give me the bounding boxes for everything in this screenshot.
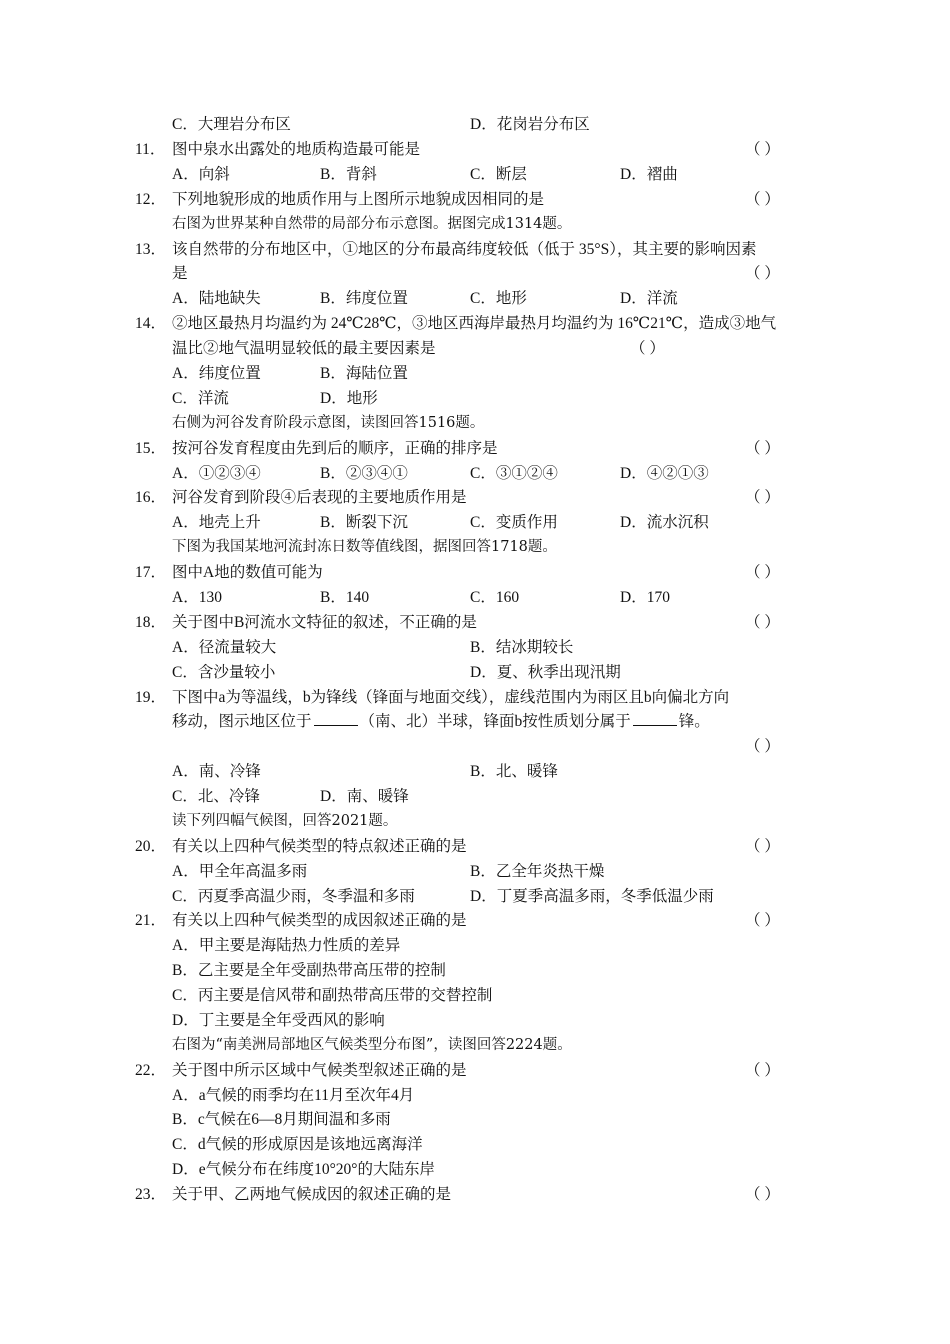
intro-text: 右图为“南美洲局部地区气候类型分布图”，读图回答2224题。 [172, 1037, 572, 1053]
question-line [0, 560, 950, 585]
answer-option: D．e气候分布在纬度10°20°的大陆东岸 [172, 1161, 435, 1178]
answer-option: D．洋流 [620, 290, 678, 307]
question-text: 图中泉水出露处的地质构造最可能是 [172, 141, 421, 158]
question-text: 关于图中B河流水文特征的叙述，不正确的是 [172, 614, 477, 631]
answer-bracket: （ ） [745, 191, 780, 208]
question-text: ②地区最热月均温约为 24℃28℃，③地区西海岸最热月均温约为 16℃21℃，造成③地气 [172, 315, 777, 332]
answer-bracket: （ ） [745, 141, 780, 158]
option-row [0, 983, 950, 1008]
answer-option: B．结冰期较长 [470, 639, 574, 656]
question-number: 20． [135, 838, 167, 855]
question-line [0, 311, 950, 336]
question-text-part: （南、北）半球，锋面b按性质划分属于 [359, 713, 631, 730]
option-row [0, 784, 950, 809]
answer-option: A．地壳上升 [172, 514, 261, 531]
question-number: 11． [135, 141, 166, 158]
question-line [0, 261, 950, 286]
question-line [0, 336, 950, 361]
answer-option: A．①②③④ [172, 465, 261, 482]
question-text: 是 [172, 265, 188, 282]
question-text [172, 709, 710, 734]
question-text: 下图中a为等温线，b为锋线（锋面与地面交线），虚线范围内为雨区且b向偏北方向 [172, 689, 730, 706]
question-text: 下列地貌形成的地质作用与上图所示地貌成因相同的是 [172, 191, 545, 208]
question-line [0, 1182, 950, 1207]
question-line [0, 908, 950, 933]
intro-text: 右侧为河谷发育阶段示意图，读图回答1516题。 [172, 415, 485, 431]
answer-bracket: （ ） [745, 1062, 780, 1079]
answer-option: D．丁主要是全年受西风的影响 [172, 1012, 385, 1029]
answer-option: C．地形 [470, 290, 527, 307]
question-line [0, 187, 950, 212]
answer-option: D．丁夏季高温多雨，冬季低温少雨 [470, 888, 714, 905]
intro-text: 右图为世界某种自然带的局部分布示意图。据图完成1314题。 [172, 216, 572, 232]
answer-option: C．北、冷锋 [172, 788, 260, 805]
answer-option: D．褶曲 [620, 166, 678, 183]
answer-option: C．大理岩分布区 [172, 116, 291, 133]
question-number: 22． [135, 1062, 167, 1079]
question-line [0, 709, 950, 734]
answer-bracket: （ ） [745, 564, 780, 581]
option-row [0, 112, 950, 137]
answer-bracket: （ ） [745, 738, 780, 755]
question-number: 21． [135, 912, 167, 929]
answer-option: C．③①②④ [470, 465, 558, 482]
answer-bracket: （ ） [745, 838, 780, 855]
question-text-part: 移动，图示地区位于 [172, 713, 312, 730]
answer-option: A．向斜 [172, 166, 230, 183]
answer-option: B．乙主要是全年受副热带高压带的控制 [172, 962, 446, 979]
answer-option: B．断裂下沉 [320, 514, 408, 531]
answer-option: B．c气候在6—8月期间温和多雨 [172, 1111, 391, 1128]
answer-option: B．乙全年炎热干燥 [470, 863, 605, 880]
answer-option: D．④②①③ [620, 465, 709, 482]
question-number: 16． [135, 489, 167, 506]
answer-option: A．甲主要是海陆热力性质的差异 [172, 937, 401, 954]
intro-text: 读下列四幅气候图，回答2021题。 [172, 813, 398, 829]
answer-option: C．丙主要是信风带和副热带高压带的交替控制 [172, 987, 493, 1004]
option-row [0, 859, 950, 884]
option-row [0, 958, 950, 983]
option-row [0, 1107, 950, 1132]
question-number: 14． [135, 315, 167, 332]
question-line [0, 834, 950, 859]
answer-blank [314, 709, 358, 726]
question-number: 19． [135, 689, 167, 706]
option-row [0, 660, 950, 685]
question-group-intro [0, 411, 950, 436]
question-number: 13． [135, 241, 167, 258]
question-text: 河谷发育到阶段④后表现的主要地质作用是 [172, 489, 467, 506]
answer-option: C．变质作用 [470, 514, 558, 531]
option-row [0, 361, 950, 386]
question-line [0, 734, 950, 759]
answer-option: C．160 [470, 589, 520, 606]
answer-bracket: （ ） [630, 340, 665, 357]
question-text: 图中A地的数值可能为 [172, 564, 323, 581]
option-row [0, 933, 950, 958]
answer-option: D．170 [620, 589, 670, 606]
answer-option: B．海陆位置 [320, 365, 408, 382]
answer-bracket: （ ） [745, 489, 780, 506]
question-line [0, 1058, 950, 1083]
answer-option: C．断层 [470, 166, 527, 183]
answer-option: C．丙夏季高温少雨，冬季温和多雨 [172, 888, 415, 905]
question-text: 关于甲、乙两地气候成因的叙述正确的是 [172, 1186, 452, 1203]
answer-bracket: （ ） [745, 1186, 780, 1203]
answer-option: A．径流量较大 [172, 639, 277, 656]
question-number: 18． [135, 614, 167, 631]
question-text: 温比②地气温明显较低的最主要因素是 [172, 340, 436, 357]
option-row [0, 510, 950, 535]
answer-option: A．纬度位置 [172, 365, 261, 382]
option-row [0, 759, 950, 784]
answer-option: B．140 [320, 589, 370, 606]
answer-option: B．②③④① [320, 465, 408, 482]
answer-option: B．纬度位置 [320, 290, 408, 307]
question-group-intro [0, 1033, 950, 1058]
question-text-part: 锋。 [678, 713, 710, 730]
question-line [0, 685, 950, 710]
question-number: 23． [135, 1186, 167, 1203]
question-line [0, 485, 950, 510]
option-row [0, 386, 950, 411]
answer-option: A．南、冷锋 [172, 763, 261, 780]
answer-option: D．花岗岩分布区 [470, 116, 590, 133]
answer-option: A．130 [172, 589, 222, 606]
question-text: 关于图中所示区域中气候类型叙述正确的是 [172, 1062, 467, 1079]
option-row [0, 1157, 950, 1182]
answer-bracket: （ ） [745, 440, 780, 457]
answer-option: C．含沙量较小 [172, 664, 276, 681]
question-number: 17． [135, 564, 167, 581]
answer-bracket: （ ） [745, 912, 780, 929]
option-row [0, 635, 950, 660]
question-line [0, 436, 950, 461]
answer-option: D．地形 [320, 390, 378, 407]
option-row [0, 461, 950, 486]
answer-option: D．夏、秋季出现汛期 [470, 664, 621, 681]
answer-bracket: （ ） [745, 614, 780, 631]
question-group-intro [0, 809, 950, 834]
answer-option: A．a气候的雨季均在11月至次年4月 [172, 1087, 415, 1104]
option-row [0, 1132, 950, 1157]
answer-option: C．d气候的形成原因是该地远离海洋 [172, 1136, 423, 1153]
answer-option: C．洋流 [172, 390, 229, 407]
answer-option: B．背斜 [320, 166, 377, 183]
answer-option: A．甲全年高温多雨 [172, 863, 308, 880]
option-row [0, 1008, 950, 1033]
answer-blank [633, 709, 677, 726]
question-text: 有关以上四种气候类型的特点叙述正确的是 [172, 838, 467, 855]
option-row [0, 884, 950, 909]
question-text: 有关以上四种气候类型的成因叙述正确的是 [172, 912, 467, 929]
question-group-intro [0, 212, 950, 237]
option-row [0, 1083, 950, 1108]
answer-option: B．北、暖锋 [470, 763, 558, 780]
option-row [0, 585, 950, 610]
answer-option: D．南、暖锋 [320, 788, 409, 805]
answer-option: D．流水沉积 [620, 514, 709, 531]
option-row [0, 162, 950, 187]
question-line [0, 610, 950, 635]
question-group-intro [0, 535, 950, 560]
question-number: 15． [135, 440, 167, 457]
question-text: 按河谷发育程度由先到后的顺序，正确的排序是 [172, 440, 498, 457]
question-line [0, 137, 950, 162]
answer-bracket: （ ） [745, 265, 780, 282]
question-number: 12． [135, 191, 167, 208]
option-row [0, 286, 950, 311]
answer-option: A．陆地缺失 [172, 290, 261, 307]
intro-text: 下图为我国某地河流封冻日数等值线图，据图回答1718题。 [172, 539, 557, 555]
question-text: 该自然带的分布地区中，①地区的分布最高纬度较低（低于 35°S），其主要的影响因素 [172, 241, 757, 258]
question-line [0, 237, 950, 262]
